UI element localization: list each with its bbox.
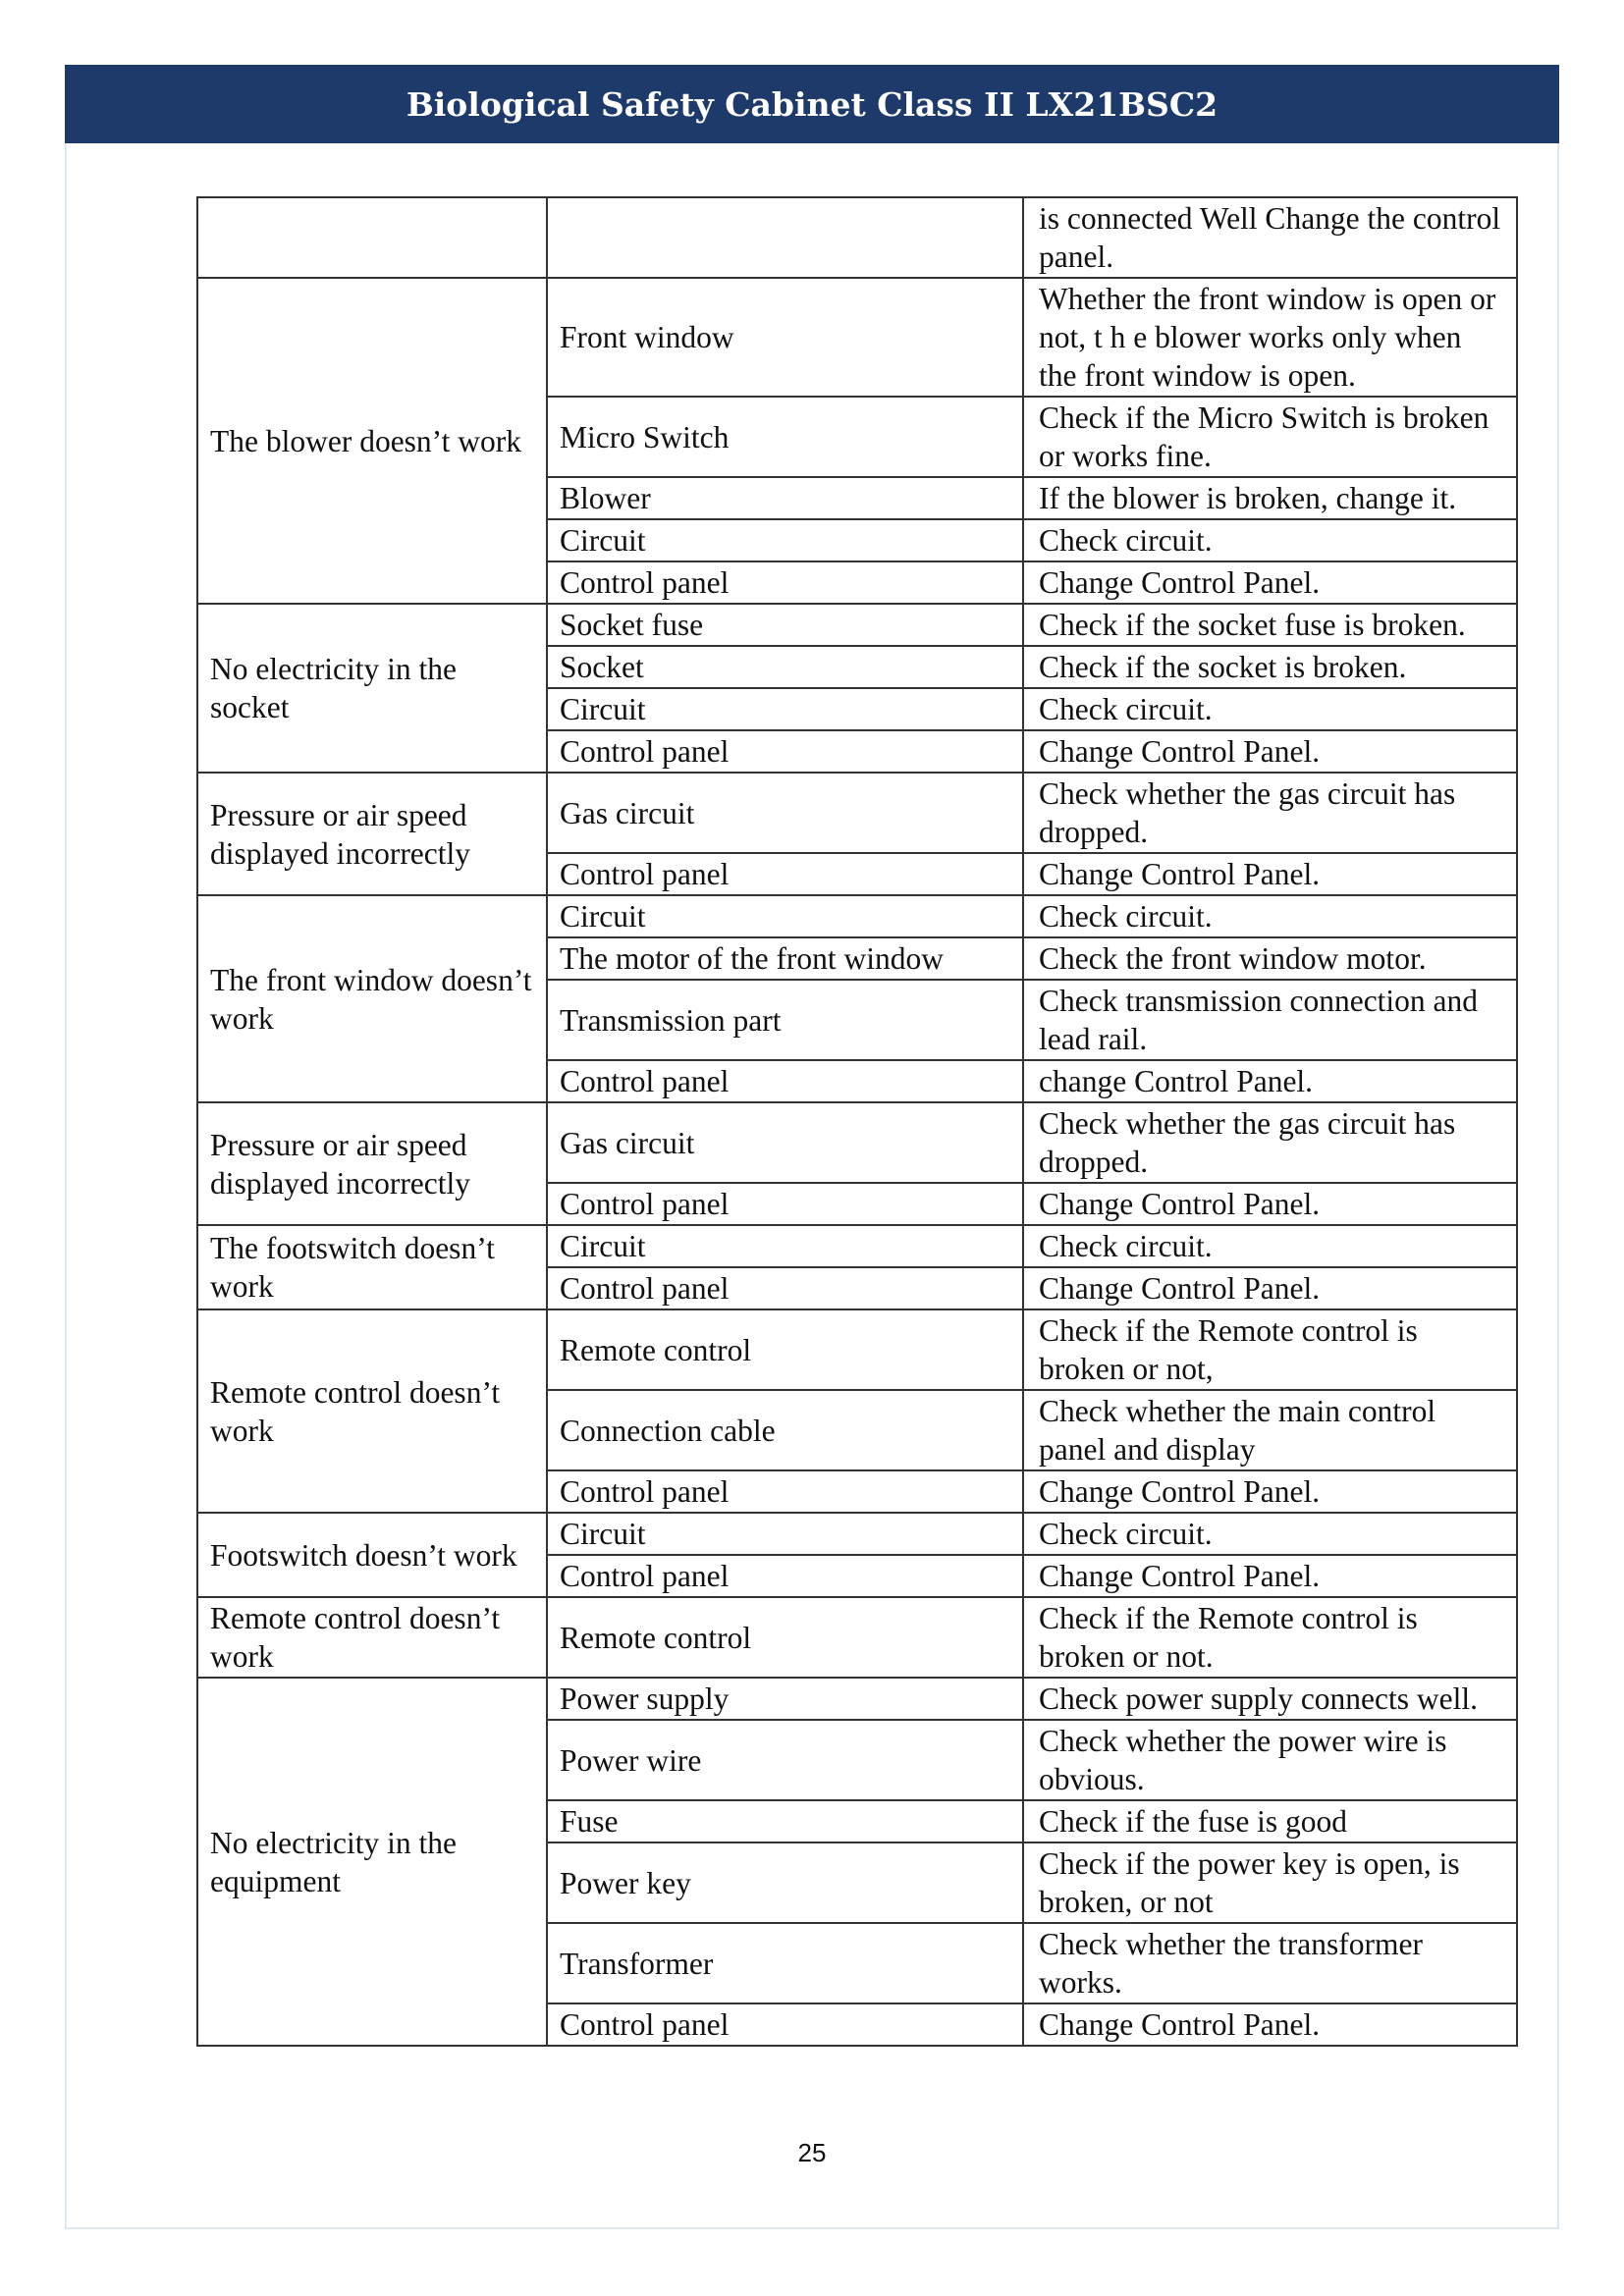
cause-cell: Fuse (547, 1800, 1023, 1842)
cause-cell: Control panel (547, 1555, 1023, 1597)
cause-cell: Control panel (547, 1470, 1023, 1513)
solution-cell: Check whether the power wire is obvious. (1023, 1720, 1517, 1800)
solution-cell: Check circuit. (1023, 519, 1517, 561)
cause-cell: Power wire (547, 1720, 1023, 1800)
solution-cell: Change Control Panel. (1023, 1470, 1517, 1513)
symptom-cell: The front window doesn’t work (197, 895, 547, 1102)
cause-cell: Blower (547, 477, 1023, 519)
cause-cell: Remote control (547, 1597, 1023, 1678)
table-row (197, 278, 1517, 397)
cause-cell: Control panel (547, 1060, 1023, 1102)
solution-cell: Check if the Micro Switch is broken or works fine. (1023, 397, 1517, 477)
cause-cell: Transmission part (547, 980, 1023, 1060)
cause-cell: Connection cable (547, 1390, 1023, 1470)
solution-cell: Check whether the gas circuit has dropped. (1023, 1102, 1517, 1183)
cause-cell: Socket fuse (547, 604, 1023, 646)
solution-cell: Check if the Remote control is broken or not, (1023, 1309, 1517, 1390)
cause-cell: Power key (547, 1842, 1023, 1923)
solution-cell: Check if the power key is open, is broken, or not (1023, 1842, 1517, 1923)
solution-cell: Check power supply connects well. (1023, 1678, 1517, 1720)
solution-cell: Check whether the main control panel and display (1023, 1390, 1517, 1470)
cause-cell: Remote control (547, 1309, 1023, 1390)
cause-cell: Circuit (547, 1225, 1023, 1267)
symptom-cell: Remote control doesn’t work (197, 1309, 547, 1513)
cause-cell: Control panel (547, 1183, 1023, 1225)
page-number: 25 (797, 2138, 827, 2167)
solution-cell: Check transmission connection and lead rail. (1023, 980, 1517, 1060)
solution-cell: Change Control Panel. (1023, 561, 1517, 604)
solution-cell: Check circuit. (1023, 895, 1517, 937)
symptom-cell: The blower doesn’t work (197, 278, 547, 604)
table-row (197, 895, 1517, 937)
solution-cell: Check if the Remote control is broken or not. (1023, 1597, 1517, 1678)
cause-cell: Transformer (547, 1923, 1023, 2003)
cause-cell: Circuit (547, 519, 1023, 561)
table-row (197, 1225, 1517, 1267)
symptom-cell: The footswitch doesn’t work (197, 1225, 547, 1309)
troubleshooting-table-body (197, 197, 1517, 2046)
solution-cell: Check circuit. (1023, 1225, 1517, 1267)
symptom-cell: Remote control doesn’t work (197, 1597, 547, 1678)
solution-cell: Change Control Panel. (1023, 1555, 1517, 1597)
cause-cell: Micro Switch (547, 397, 1023, 477)
table-row (197, 1102, 1517, 1183)
symptom-cell: Footswitch doesn’t work (197, 1513, 547, 1597)
symptom-cell: No electricity in the socket (197, 604, 547, 773)
solution-cell: is connected Well Change the control panel. (1023, 197, 1517, 278)
cause-cell: Front window (547, 278, 1023, 397)
symptom-cell: No electricity in the equipment (197, 1678, 547, 2046)
cause-cell: Power supply (547, 1678, 1023, 1720)
cause-cell: Circuit (547, 688, 1023, 730)
cause-cell: Control panel (547, 2003, 1023, 2046)
solution-cell: Check if the fuse is good (1023, 1800, 1517, 1842)
solution-cell: Whether the front window is open or not, t h e blower works only when the front window is open. (1023, 278, 1517, 397)
solution-cell: If the blower is broken, change it. (1023, 477, 1517, 519)
table-row (197, 1678, 1517, 1720)
solution-cell: Check if the socket fuse is broken. (1023, 604, 1517, 646)
symptom-cell: Pressure or air speed displayed incorrectly (197, 1102, 547, 1225)
solution-cell: Check circuit. (1023, 688, 1517, 730)
solution-cell: Check whether the gas circuit has dropped. (1023, 773, 1517, 853)
solution-cell: Change Control Panel. (1023, 853, 1517, 895)
solution-cell: Change Control Panel. (1023, 730, 1517, 773)
cause-cell: The motor of the front window (547, 937, 1023, 980)
cause-cell: Circuit (547, 895, 1023, 937)
cause-cell: Control panel (547, 853, 1023, 895)
solution-cell: change Control Panel. (1023, 1060, 1517, 1102)
solution-cell: Change Control Panel. (1023, 1183, 1517, 1225)
document-header (65, 65, 1559, 143)
cause-cell: Gas circuit (547, 773, 1023, 853)
table-row (197, 1309, 1517, 1390)
cause-cell (547, 197, 1023, 278)
document-title: Biological Safety Cabinet Class II LX21BSC2 (406, 84, 1218, 124)
table-row (197, 1513, 1517, 1555)
cause-cell: Control panel (547, 730, 1023, 773)
cause-cell: Circuit (547, 1513, 1023, 1555)
symptom-cell: Pressure or air speed displayed incorrectly (197, 773, 547, 895)
solution-cell: Check circuit. (1023, 1513, 1517, 1555)
table-row (197, 1597, 1517, 1678)
solution-cell: Change Control Panel. (1023, 1267, 1517, 1309)
cause-cell: Control panel (547, 561, 1023, 604)
troubleshooting-table (196, 196, 1518, 2047)
cause-cell: Control panel (547, 1267, 1023, 1309)
cause-cell: Socket (547, 646, 1023, 688)
table-row (197, 197, 1517, 278)
table-row (197, 604, 1517, 646)
cause-cell: Gas circuit (547, 1102, 1023, 1183)
symptom-cell (197, 197, 547, 278)
solution-cell: Check if the socket is broken. (1023, 646, 1517, 688)
solution-cell: Check the front window motor. (1023, 937, 1517, 980)
solution-cell: Check whether the transformer works. (1023, 1923, 1517, 2003)
table-row (197, 773, 1517, 853)
solution-cell: Change Control Panel. (1023, 2003, 1517, 2046)
